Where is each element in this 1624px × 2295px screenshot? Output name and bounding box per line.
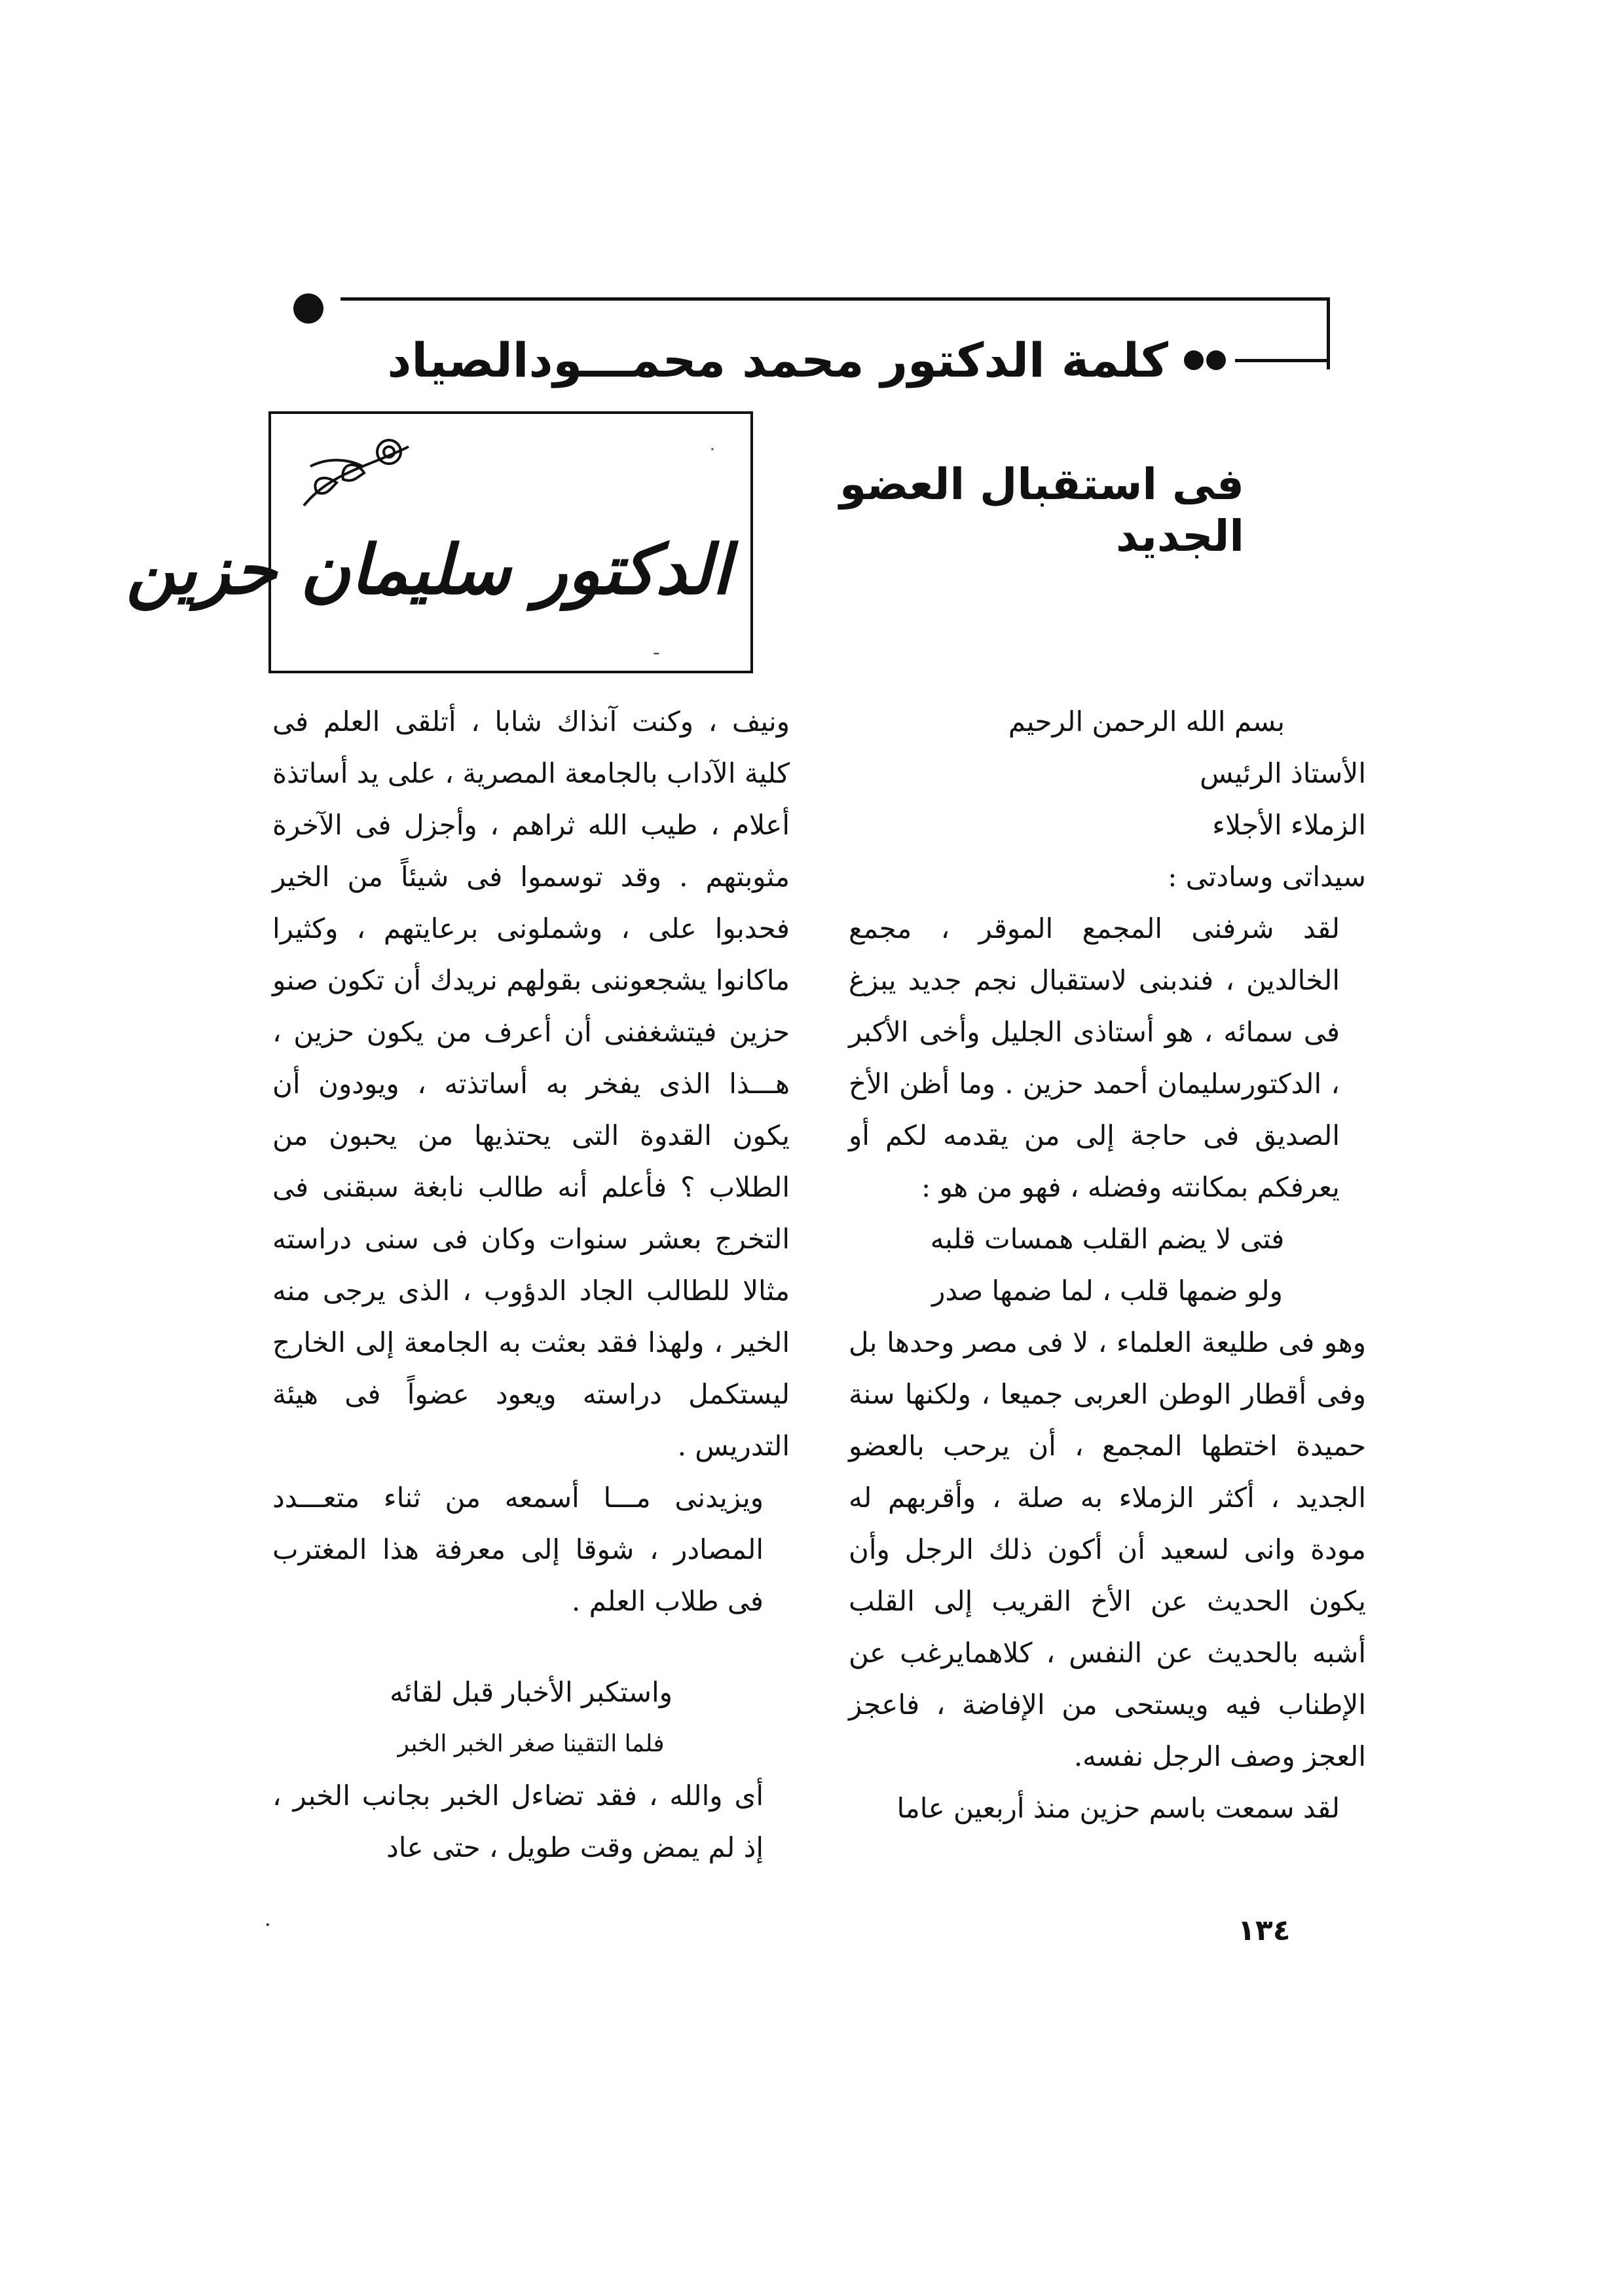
paragraph: وهو فى طليعة العلماء ، لا فى مصر وحدها بل وفى أقطار الوطن العربى جميعا ، ولكنها سنة حميدة اختطها المجمع ، أن يرحب بالعضو الجديد ، أكثر الزملاء به صلة ، وأقربهم له مودة وانى لسعيد أن أكون ذلك الرجل وأن يكون الحديث عن الأخ القريب إلى القلب أشبه بالحديث عن النفس ، كلاهمايرغب عن الإطناب فيه ويستحى من الإفاضة ، فاعجز العجز وصف الرجل نفسه. <box>849 1326 1366 1772</box>
basmala: بسم الله الرحمن الرحيم <box>1008 705 1285 737</box>
verse-line: واستكبر الأخبار قبل لقائه <box>390 1676 673 1708</box>
text-column-right <box>849 696 1366 1834</box>
page-number: ١٣٤ <box>1238 1914 1291 1947</box>
page-subtitle: فى استقبال العضو الجديد <box>840 459 1244 562</box>
salutation-audience: سيداتى وسادتى : <box>1168 861 1366 893</box>
text-column-left <box>272 696 790 1873</box>
paragraph: لقد شرفنى المجمع الموقر ، مجمع الخالدين ، فندبنى لاستقبال نجم جديد يبزغ فى سمائه ، هو أستاذى الجليل وأخى الأكبر ، الدكتورسليمان أحمد حزين . وما أظن الأخ الصديق فى حاجة إلى من يقدمه لكم أو يعرفكم بمكانته وفضله ، فهو من هو : <box>849 912 1340 1203</box>
heading-dots-icon <box>1184 350 1226 370</box>
calligraphy-frame <box>126 411 753 673</box>
spacer <box>272 1627 790 1666</box>
verse-line: فتى لا يضم القلب همسات قلبه <box>930 1223 1285 1255</box>
verse-line: ولو ضمها قلب ، لما ضمها صدر <box>932 1275 1283 1307</box>
margin-mark: · <box>265 1914 271 1937</box>
salutation-president: الأستاذ الرئيس <box>1200 757 1366 789</box>
calligraphy-name: الدكتور سليمان حزين <box>126 529 731 610</box>
paragraph: أى والله ، فقد تضاءل الخبر بجانب الخبر ، إذ لم يمض وقت طويل ، حتى عاد <box>272 1780 764 1863</box>
paragraph: لقد سمعت باسم حزين منذ أربعين عاما <box>896 1792 1340 1824</box>
ornament-dot: · <box>709 440 715 460</box>
heading-rule <box>1235 359 1327 362</box>
paragraph: ونيف ، وكنت آنذاك شابا ، أتلقى العلم فى كلية الآداب بالجامعة المصرية ، على يد أساتذة أعلام ، طيب الله ثراهم ، وأجزل فى الآخرة مثوبتهم . وقد توسموا فى شيئاً من الخير فحدبوا على ، وشملونى برعايتهم ، وكثيرا ماكانوا يشجعوننى بقولهم نريدك أن تكون صنو حزين فيتشغفنى أن أعرف من يكون حزين ، هـــذا الذى يفخر به أساتذته ، ويودون أن يكون القدوة التى يحتذيها من يحبون من الطلاب ؟ فأعلم أنه طالب نابغة سبقنى فى التخرج بعشر سنوات وكان فى سنى دراسته مثالا للطالب الجاد الدؤوب ، الذى يرجى منه الخير ، ولهذا فقد بعثت به الجامعة إلى الخارج ليستكمل دراسته ويعود عضواً فى هيئة التدريس . <box>272 705 790 1462</box>
bullet-dot-icon <box>293 293 323 324</box>
ornament-dash: ـ <box>654 639 659 659</box>
salutation-colleagues: الزملاء الأجلاء <box>1212 809 1366 841</box>
paragraph: ويزيدنى مـــا أسمعه من ثناء متعـــدد المصادر ، شوقا إلى معرفة هذا المغترب فى طلاب العلم . <box>272 1482 764 1617</box>
flower-ornament-icon <box>291 427 422 525</box>
verse-line: فلما التقينا صغر الخبر الخبر <box>397 1730 665 1757</box>
heading-row <box>387 321 1327 400</box>
right-margin-bar <box>1327 297 1330 369</box>
top-rule <box>341 297 1329 301</box>
page-title: كلمة الدكتور محمد محمـــودالصياد <box>387 333 1168 388</box>
